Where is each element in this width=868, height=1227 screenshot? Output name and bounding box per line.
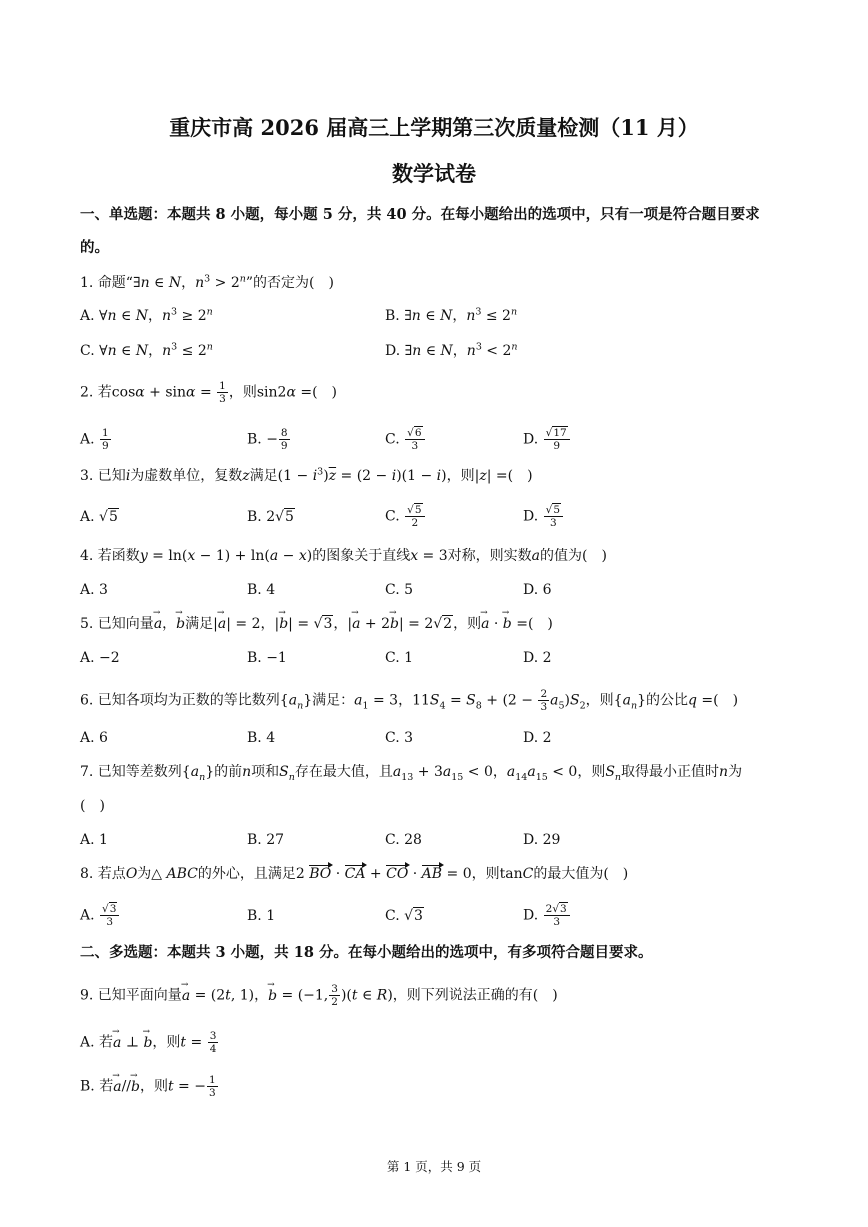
question-9-option-a: A. 若→ a ⊥ → b，则t = $\frac{3}{4}$ <box>80 1030 219 1055</box>
page-title: 重庆市高 2026 届高三上学期第三次质量检测（11 月） <box>169 115 699 140</box>
question-8-option-d: D. $\frac{2√3}{3}$ <box>523 903 571 928</box>
question-2: 2. 若cosα + sinα = $\frac{1}{3}$ ，则sin2α =( ) <box>80 380 338 405</box>
question-9-option-b: B. 若→ a//→ b，则t = − $\frac{1}{3}$ <box>80 1074 219 1099</box>
question-7-option-d: D. 29 <box>523 832 561 848</box>
question-2-option-c: C. $\frac{√6}{3}$ <box>385 427 426 452</box>
question-5-option-a: A. −2 <box>80 650 120 666</box>
question-6: 6. 已知各项均为正数的等比数列$\{a_n\}$满足：$a_1 = 3$，$11S_4 = S_8 + (2$ − $\frac{2}{3}$ $a_5)S_2$，则$\{a_n\}$的公比q =( ) <box>80 688 739 713</box>
question-2-option-d: D. $\frac{√17}{9}$ <box>523 427 571 452</box>
question-4-option-d: D. 6 <box>523 582 552 598</box>
question-3-option-b: B. 2√5 <box>247 509 294 525</box>
question-9: 9. 已知平面向量→ a = (2t, 1)，→ b = (−1, $\frac{3}{2}$ )(t ∈ R)，则下列说法正确的有( ) <box>80 983 558 1008</box>
question-2-option-a: A. $\frac{1}{9}$ <box>80 427 109 452</box>
question-1-option-b: B. ∃n ∈ N，$n^3 \le 2^n$ <box>385 306 518 324</box>
question-1-option-a: A. ∀n ∈ N，$n^3 \ge 2^n$ <box>80 306 213 324</box>
question-4: 4. 若函数y = ln(x − 1) + ln(a − x)的图象关于直线x = 3对称，则实数a的值为( ) <box>80 548 607 564</box>
question-6-option-c: C. 3 <box>385 730 414 746</box>
question-2-option-b: B. − $\frac{8}{9}$ <box>247 427 288 452</box>
question-1: 1. 命题“∃n ∈ N，$n^3 > 2^n$”的否定为( ) <box>80 273 334 291</box>
question-3-option-a: A. √5 <box>80 509 118 525</box>
section-header-single-choice: 一、单选题：本题共 8 小题，每小题 5 分，共 40 分。在每小题给出的选项中，只有一项是符合题目要求 <box>80 206 760 223</box>
page-subtitle: 数学试卷 <box>392 161 476 186</box>
question-7-option-c: C. 28 <box>385 832 422 848</box>
question-7: 7. 已知等差数列$\{a_n\}$的前n项和$S_n$存在最大值，且$a_{13} + 3a_{15} < 0$，$a_{14}a_{15} < 0$，则$S_n$取得最小正值时n为 <box>80 764 743 783</box>
question-6-option-b: B. 4 <box>247 730 276 746</box>
question-3: 3. 已知i为虚数单位，复数z满足$(1 - i^3)\overline{z} = (2 - i)(1 - i)$，则|z| =( ) <box>80 466 533 484</box>
question-5-option-c: C. 1 <box>385 650 414 666</box>
question-8-option-b: B. 1 <box>247 908 276 924</box>
question-7-option-b: B. 27 <box>247 832 285 848</box>
question-7-cont: ( ) <box>80 798 105 814</box>
question-8-option-c: C. √3 <box>385 908 423 924</box>
question-5-option-b: B. −1 <box>247 650 287 666</box>
question-3-option-c: C. $\frac{√5}{2}$ <box>385 504 426 529</box>
question-4-option-a: A. 3 <box>80 582 108 598</box>
section-header-multi-choice: 二、多选题：本题共 3 小题，共 18 分。在每小题给出的选项中，有多项符合题目要求。 <box>80 944 653 961</box>
page-footer: 第 1 页，共 9 页 <box>386 1159 482 1174</box>
question-1-option-d: D. ∃n ∈ N，$n^3 < 2^n$ <box>385 341 518 359</box>
question-8-option-a: A. $\frac{√3}{3}$ <box>80 903 120 928</box>
question-7-option-a: A. 1 <box>80 832 108 848</box>
question-5-option-d: D. 2 <box>523 650 552 666</box>
question-3-option-d: D. $\frac{√5}{3}$ <box>523 504 564 529</box>
question-4-option-c: C. 5 <box>385 582 414 598</box>
question-6-option-d: D. 2 <box>523 730 552 746</box>
question-6-option-a: A. 6 <box>80 730 108 746</box>
question-1-option-c: C. ∀n ∈ N，$n^3 \le 2^n$ <box>80 341 213 359</box>
question-4-option-b: B. 4 <box>247 582 276 598</box>
section-header-single-choice-cont: 的。 <box>80 239 109 256</box>
question-8: 8. 若点O为△ ABC的外心，且满足2 BO · CA + CO · AB = 0，则tanC的最大值为( ) <box>80 866 629 882</box>
question-5: 5. 已知向量→ a，→ b满足|→ a| = 2，|→ b| = √3，|→ a + 2→ b| = 2√2，则→ a · → b =( ) <box>80 614 553 634</box>
